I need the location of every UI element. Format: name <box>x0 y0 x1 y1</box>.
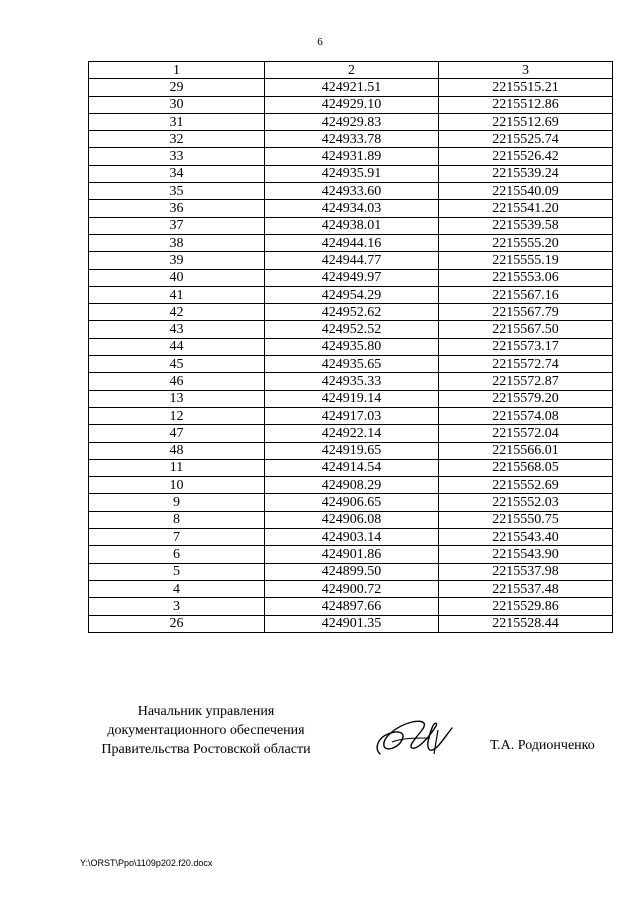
position-line: Правительства Ростовской области <box>101 742 311 757</box>
table-cell: 2215555.19 <box>439 252 613 269</box>
table-cell: 2215539.58 <box>439 217 613 234</box>
table-cell: 26 <box>89 615 265 632</box>
table-cell: 424929.10 <box>265 96 439 113</box>
table-cell: 2215529.86 <box>439 598 613 615</box>
table-cell: 424917.03 <box>265 407 439 424</box>
table-row <box>89 373 613 390</box>
table-cell: 424919.65 <box>265 442 439 459</box>
table-cell: 424903.14 <box>265 529 439 546</box>
table-cell: 424935.91 <box>265 165 439 182</box>
table-row <box>89 252 613 269</box>
table-cell: 424934.03 <box>265 200 439 217</box>
column-header: 3 <box>439 62 613 79</box>
table-cell: 30 <box>89 96 265 113</box>
table-row <box>89 131 613 148</box>
table-cell: 2215579.20 <box>439 390 613 407</box>
table-cell: 31 <box>89 113 265 130</box>
table-cell: 38 <box>89 234 265 251</box>
table-cell: 9 <box>89 494 265 511</box>
table-cell: 424931.89 <box>265 148 439 165</box>
table-row <box>89 200 613 217</box>
table-cell: 424914.54 <box>265 459 439 476</box>
table-cell: 45 <box>89 356 265 373</box>
table-cell: 3 <box>89 598 265 615</box>
table-cell: 6 <box>89 546 265 563</box>
table-cell: 424935.33 <box>265 373 439 390</box>
table-cell: 48 <box>89 442 265 459</box>
table-row <box>89 234 613 251</box>
table-cell: 2215552.69 <box>439 477 613 494</box>
table-cell: 39 <box>89 252 265 269</box>
table-cell: 2215573.17 <box>439 338 613 355</box>
table-row <box>89 425 613 442</box>
table-row <box>89 113 613 130</box>
table-cell: 2215566.01 <box>439 442 613 459</box>
table-cell: 2215555.20 <box>439 234 613 251</box>
table-cell: 43 <box>89 321 265 338</box>
table-cell: 4 <box>89 580 265 597</box>
table-cell: 424952.52 <box>265 321 439 338</box>
position-title <box>88 702 324 759</box>
table-cell: 47 <box>89 425 265 442</box>
table-cell: 2215541.20 <box>439 200 613 217</box>
column-header: 2 <box>265 62 439 79</box>
table-row <box>89 356 613 373</box>
table-row <box>89 511 613 528</box>
table-cell: 2215540.09 <box>439 183 613 200</box>
table-cell: 424899.50 <box>265 563 439 580</box>
table-row <box>89 477 613 494</box>
table-row <box>89 580 613 597</box>
table-row <box>89 148 613 165</box>
table-cell: 5 <box>89 563 265 580</box>
table-cell: 424933.60 <box>265 183 439 200</box>
table-cell: 2215572.74 <box>439 356 613 373</box>
signer-name: Т.А. Родионченко <box>490 738 595 753</box>
table-cell: 40 <box>89 269 265 286</box>
table-cell: 46 <box>89 373 265 390</box>
table-cell: 424935.80 <box>265 338 439 355</box>
coordinates-table <box>88 61 613 633</box>
table-cell: 424906.65 <box>265 494 439 511</box>
table-row <box>89 459 613 476</box>
table-row <box>89 165 613 182</box>
table-cell: 424897.66 <box>265 598 439 615</box>
table-row <box>89 407 613 424</box>
table-cell: 41 <box>89 286 265 303</box>
table-cell: 424901.35 <box>265 615 439 632</box>
page-number: 6 <box>317 36 323 48</box>
table-cell: 424908.29 <box>265 477 439 494</box>
table-cell: 32 <box>89 131 265 148</box>
table-cell: 424901.86 <box>265 546 439 563</box>
table-cell: 2215567.50 <box>439 321 613 338</box>
table-cell: 37 <box>89 217 265 234</box>
position-line: документационного обеспечения <box>107 723 305 738</box>
table-cell: 44 <box>89 338 265 355</box>
table-cell: 10 <box>89 477 265 494</box>
table-body <box>89 79 613 633</box>
table-cell: 424944.77 <box>265 252 439 269</box>
table-cell: 424933.78 <box>265 131 439 148</box>
table-cell: 2215552.03 <box>439 494 613 511</box>
table-row <box>89 563 613 580</box>
table-row <box>89 183 613 200</box>
table-cell: 424919.14 <box>265 390 439 407</box>
table-cell: 11 <box>89 459 265 476</box>
table-row <box>89 615 613 632</box>
table-row <box>89 546 613 563</box>
table-cell: 2215512.69 <box>439 113 613 130</box>
table-cell: 2215528.44 <box>439 615 613 632</box>
position-line: Начальник управления <box>137 704 275 719</box>
table-row <box>89 217 613 234</box>
table-row <box>89 286 613 303</box>
table-cell: 2215539.24 <box>439 165 613 182</box>
table-row <box>89 598 613 615</box>
table-row <box>89 529 613 546</box>
table-cell: 424922.14 <box>265 425 439 442</box>
table-cell: 424906.08 <box>265 511 439 528</box>
table-row <box>89 269 613 286</box>
table-cell: 2215537.48 <box>439 580 613 597</box>
column-header: 1 <box>89 62 265 79</box>
table-cell: 2215515.21 <box>439 79 613 96</box>
table-cell: 8 <box>89 511 265 528</box>
table-cell: 7 <box>89 529 265 546</box>
handwritten-signature <box>372 708 462 768</box>
table-cell: 424954.29 <box>265 286 439 303</box>
table-cell: 2215526.42 <box>439 148 613 165</box>
table-cell: 424935.65 <box>265 356 439 373</box>
table-row <box>89 390 613 407</box>
table-cell: 2215568.05 <box>439 459 613 476</box>
table-row <box>89 442 613 459</box>
table-cell: 2215543.40 <box>439 529 613 546</box>
table-row <box>89 338 613 355</box>
table-cell: 2215550.75 <box>439 511 613 528</box>
table-cell: 424921.51 <box>265 79 439 96</box>
table-cell: 424952.62 <box>265 304 439 321</box>
table-cell: 424929.83 <box>265 113 439 130</box>
table-cell: 34 <box>89 165 265 182</box>
table-cell: 2215525.74 <box>439 131 613 148</box>
table-cell: 2215572.04 <box>439 425 613 442</box>
table-cell: 2215543.90 <box>439 546 613 563</box>
table-cell: 2215537.98 <box>439 563 613 580</box>
table-cell: 424944.16 <box>265 234 439 251</box>
table-cell: 35 <box>89 183 265 200</box>
table-cell: 36 <box>89 200 265 217</box>
table-cell: 29 <box>89 79 265 96</box>
table-row <box>89 96 613 113</box>
table-cell: 12 <box>89 407 265 424</box>
table-cell: 42 <box>89 304 265 321</box>
table-header-row <box>89 62 613 79</box>
table-cell: 13 <box>89 390 265 407</box>
table-cell: 2215567.16 <box>439 286 613 303</box>
table-row <box>89 79 613 96</box>
table-cell: 2215572.87 <box>439 373 613 390</box>
file-path: Y:\ORST\Ppo\1109p202.f20.docx <box>80 858 213 868</box>
table-cell: 424900.72 <box>265 580 439 597</box>
table-row <box>89 321 613 338</box>
table-cell: 2215553.06 <box>439 269 613 286</box>
table-row <box>89 304 613 321</box>
table-cell: 424938.01 <box>265 217 439 234</box>
table-cell: 2215567.79 <box>439 304 613 321</box>
table-row <box>89 494 613 511</box>
table-cell: 2215512.86 <box>439 96 613 113</box>
table-cell: 2215574.08 <box>439 407 613 424</box>
table-cell: 33 <box>89 148 265 165</box>
table-cell: 424949.97 <box>265 269 439 286</box>
